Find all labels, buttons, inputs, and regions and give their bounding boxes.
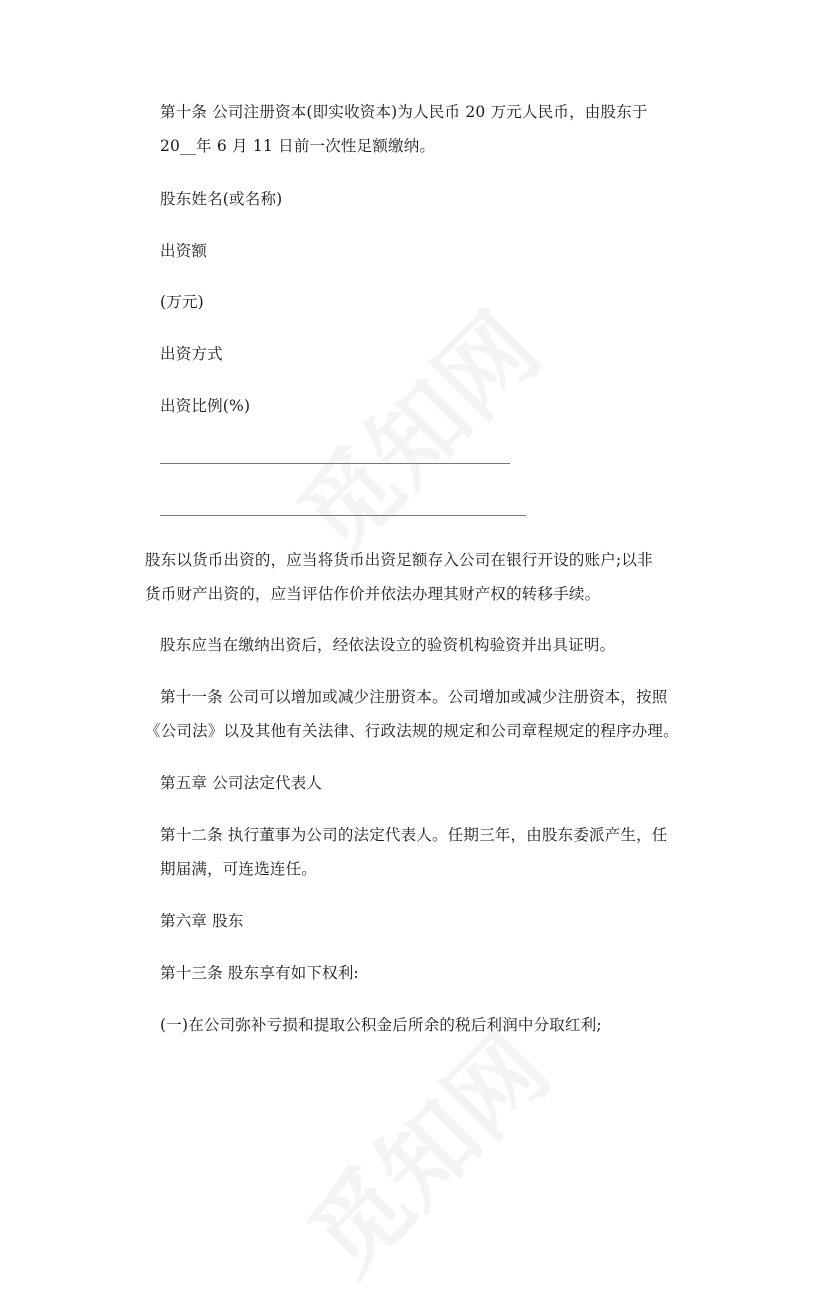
article-11-line-2: 《公司法》以及其他有关法律、行政法规的规定和公司章程规定的程序办理。	[145, 722, 679, 740]
article-11-line-1: 第十一条 公司可以增加或减少注册资本。公司增加或减少注册资本，按照	[160, 688, 668, 706]
contribution-method-label: 出资方式	[160, 345, 223, 363]
article-13: 第十三条 股东享有如下权利:	[160, 964, 359, 982]
watermark	[264, 278, 565, 579]
contribution-ratio-label: 出资比例(%)	[160, 397, 251, 415]
cash-contribution-line-1: 股东以货币出资的，应当将货币出资足额存入公司在银行开设的账户;以非	[145, 551, 653, 569]
chapter-6-heading: 第六章 股东	[160, 912, 244, 930]
article-10-line-1: 第十条 公司注册资本(即实收资本)为人民币 20 万元人民币，由股东于	[160, 103, 648, 121]
article-10-line-2: 20__年 6 月 11 日前一次性足额缴纳。	[160, 137, 436, 155]
article-12-line-2: 期届满，可连选连任。	[160, 860, 318, 878]
contribution-amount-label: 出资额	[160, 242, 208, 260]
table-rule-1	[160, 463, 510, 464]
table-rule-2	[160, 515, 526, 516]
article-12-line-1: 第十二条 执行董事为公司的法定代表人。任期三年，由股东委派产生，任	[160, 826, 668, 844]
unit-label: (万元)	[160, 293, 204, 311]
right-item-1: (一)在公司弥补亏损和提取公积金后所余的税后利润中分取红利;	[160, 1016, 602, 1034]
chapter-5-heading: 第五章 公司法定代表人	[160, 774, 323, 792]
capital-verification: 股东应当在缴纳出资后，经依法设立的验资机构验资并出具证明。	[160, 636, 616, 654]
watermark-bottom	[274, 998, 575, 1299]
cash-contribution-line-2: 货币财产出资的，应当评估作价并依法办理其财产权的转移手续。	[145, 585, 601, 603]
shareholder-name-label: 股东姓名(或名称)	[160, 190, 283, 208]
